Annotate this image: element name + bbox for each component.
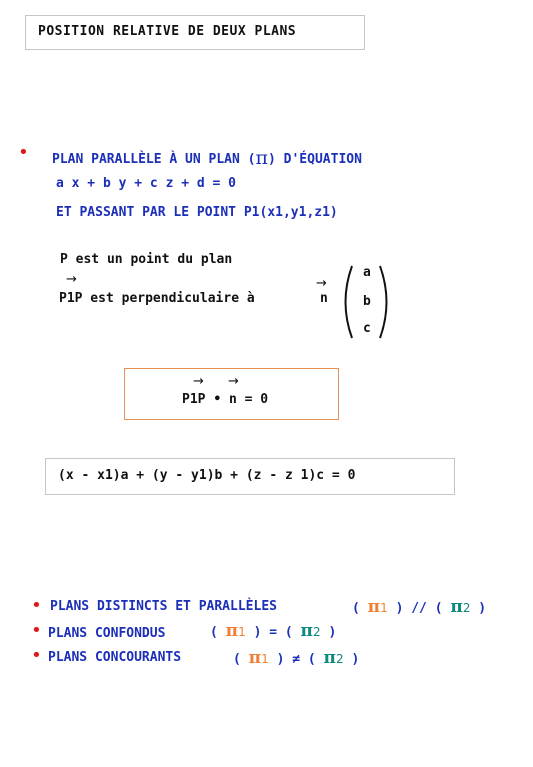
pi2-symbol: π (450, 597, 463, 617)
dot-right-vector: n (228, 392, 237, 407)
pi-symbol: π (255, 147, 268, 169)
vector-component-c: c (363, 321, 371, 336)
dot-left-vector: P1P (182, 392, 206, 407)
perpendicular-text: est perpendiculaire à (82, 291, 255, 306)
page-title: POSITION RELATIVE DE DEUX PLANS (38, 24, 297, 39)
derivation-line-2 (59, 291, 255, 306)
derivation-line-1: P est un point du plan (60, 252, 233, 267)
dot-equals: = 0 (236, 392, 269, 407)
bullet: • (31, 595, 42, 616)
dot-operator: • (213, 392, 222, 407)
vector-arrow-n: → (316, 276, 327, 291)
plane-equation-general: a x + b y + c z + d = 0 (56, 176, 237, 191)
pi1-symbol: π (225, 621, 239, 641)
passing-point-text: ET PASSANT PAR LE POINT P1(x1,y1,z1) (56, 205, 338, 220)
vector-arrow-p1p: → (66, 272, 77, 287)
bullet: • (18, 142, 29, 163)
case-relation-intersecting: ( π1 ) ≠ ( π2 ) (233, 648, 360, 668)
case-label-parallel: PLANS DISTINCTS ET PARALLÈLES (50, 599, 277, 614)
plane-equation: (x - x1)a + (y - y1)b + (z - z 1)c = 0 (58, 468, 356, 483)
vector-p1p: P1P (59, 291, 83, 306)
bullet: • (31, 645, 42, 666)
heading-suffix: ) D'ÉQUATION (268, 152, 362, 167)
dot-product-equation (182, 392, 268, 407)
case-label-intersecting: PLANS CONCOURANTS (48, 650, 182, 665)
normal-vector-n: n (320, 291, 328, 306)
vector-arrow-p1p-dot: → (193, 374, 204, 389)
case-label-identical: PLANS CONFONDUS (48, 626, 166, 641)
vector-component-b: b (363, 294, 371, 309)
bullet: • (31, 620, 42, 641)
pi1-symbol: π (248, 648, 262, 668)
vector-component-a: a (363, 265, 371, 280)
case-relation-parallel: ( π1 ) // ( π2 ) (352, 597, 487, 617)
section-heading (52, 146, 362, 168)
pi1-symbol: π (367, 597, 381, 617)
case-relation-identical: ( π1 ) = ( π2 ) (210, 621, 337, 641)
heading-prefix: PLAN PARALLÈLE À UN PLAN ( (52, 152, 256, 167)
pi2-symbol: π (300, 621, 313, 641)
pi2-symbol: π (323, 648, 336, 668)
vector-arrow-n-dot: → (228, 374, 239, 389)
